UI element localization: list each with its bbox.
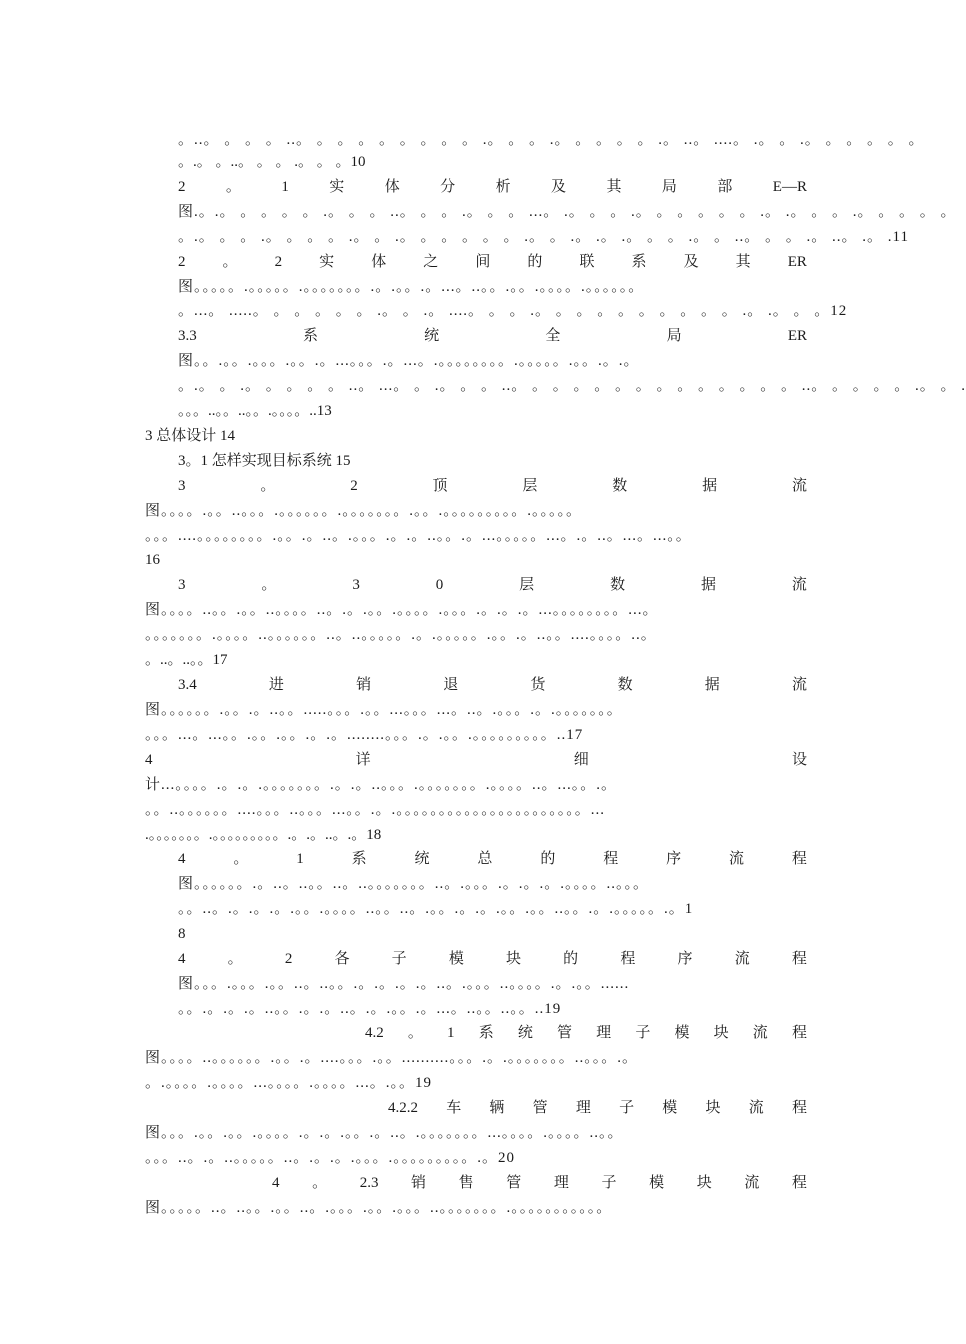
toc-line: 。。.。.。.。..。。.。.。..。.。.。。.。...。..。。..。。..19 (178, 1001, 562, 1017)
toc-line: 图。。。。.。。..。。。.。。。。。。.。。。。。。。.。。.。。。。。。。。。.。。。。。 (145, 503, 583, 519)
toc-line: 图。。。。。。.。。.。..。。.....。。。.。。...。。。...。..。.。。。.。.。。。。。。。 (145, 702, 623, 718)
toc-entry-4-2[interactable]: 4 。 2 各 子 模 块 的 程 序 流 程 (178, 951, 807, 967)
toc-line: 8 (178, 926, 186, 942)
toc-line: .。。。。。。。.。。。。。。。。。.。.。..。.。18 (145, 827, 382, 843)
toc-entry-3-3[interactable]: 3.3 系 统 全 局 ER (178, 328, 807, 344)
toc-entry-4-2-3[interactable]: 4 。 2.3 销 售 管 理 子 模 块 流 程 (272, 1175, 807, 1191)
toc-line: 。.。 。..。 。 。 .。 。 。10 (178, 154, 366, 170)
toc-line: 。。..。。。。。。....。。。..。。。...。。.。.。。。。。。。。。。。。。。。。。。。。。。... (145, 802, 606, 818)
toc-line: 图.。.。 。 。 。 。 .。 。 。 ..。 。 。 .。 。 。 ...。 .。 。 。 .。 。 。 。 。 。 .。 .。 。 。 .。 。 。 。 。 (178, 204, 957, 220)
toc-line: 。.。 。 。 .。 。 。 。 .。 。 .。 。 。 。 。 。 .。 。 .。 .。 .。 。 。 .。 。 ..。 。 。 .。 ..。 .。 .11 (178, 229, 909, 245)
toc-line: 图。。.。。.。。。.。。.。...。。。.。...。.。。。。。。。。.。。。。。.。。.。.。 (178, 353, 640, 369)
toc-entry-4-2-1[interactable]: 4.2 。 1 系 统 管 理 子 模 块 流 程 (365, 1025, 807, 1041)
toc-entry-2-1[interactable]: 2 。 1 实 体 分 析 及 其 局 部 E—R (178, 179, 807, 195)
toc-line: 图。。。.。。。.。。..。..。。.。.。.。.。..。.。。。..。。。。.。.。。...... (178, 976, 630, 992)
toc-line: 。...。 .....。 。 。 。 。 。 .。 。 .。 ....。 。 。 .。 。 。 。 。 。 。 。 。 。 .。 .。 。 。12 (178, 303, 848, 319)
toc-line: 。..。 。 。 。 ..。 。 。 。 。 。 。 。 。 .。 。 。 .。 。 。 。 。 .。 ..。 ....。 .。 。 .。 。 。 。 。 。 (178, 132, 925, 148)
toc-entry-4-2-2[interactable]: 4.2.2 车 辆 管 理 子 模 块 流 程 (388, 1100, 807, 1116)
toc-line: 。。。..。.。..。。。。。..。.。.。.。。。.。。。。。。。。。.。20 (145, 1150, 516, 1166)
toc-entry-3-4[interactable]: 3.4 进 销 退 货 数 据 流 (178, 677, 807, 693)
toc-line: 。.。。。。.。。。。...。。。。.。。。。...。.。。19 (145, 1075, 433, 1091)
toc-line: 图。。。。。.。。。。。.。。。。。。。.。.。。.。...。..。。.。。.。。。。.。。。。。。 (178, 279, 645, 295)
toc-line: 。.。 。 .。 。 。 。 。 ..。 ...。 。 .。 。 。 ..。 。 。 。 。 。 。 。 。 。 。 。 。 。 ..。 。 。 。 。 .。 。 . (178, 378, 966, 394)
toc-line: 。。。。。。。.。。。。..。。。。。。..。..。。。。。.。.。。。。。.。。.。..。。....。。。。..。 (145, 627, 657, 643)
toc-entry-4-1[interactable]: 4 。 1 系 统 总 的 程 序 流 程 (178, 851, 807, 867)
toc-line: 图。。。。。。.。..。..。。..。..。。。。。。。..。.。。。.。.。.。.。。。。..。。。 (178, 876, 650, 892)
toc-entry-4[interactable]: 4 详 细 设 (145, 752, 807, 768)
toc-entry-2-2[interactable]: 2 。 2 实 体 之 间 的 联 系 及 其 ER (178, 254, 807, 270)
toc-entry-3-1[interactable]: 3。1 怎样实现目标系统 15 (178, 453, 351, 469)
toc-entry-3-3-0[interactable]: 3 。 3 0 层 数 据 流 (178, 577, 807, 593)
toc-entry-3[interactable]: 3 总体设计 14 (145, 428, 236, 444)
toc-line: 图。。。。..。。。。。。.。。.。....。。。.。。..........。。。.。.。。。。。。。..。。。.。 (145, 1050, 639, 1066)
toc-line: 16 (145, 552, 160, 568)
toc-line: 。。。..。。..。。.。。。。..13 (178, 403, 332, 419)
toc-line: 。..。..。。17 (145, 652, 228, 668)
toc-line: 计...。。。。.。.。.。。。。。。。.。.。..。。。.。。。。。。。.。。。。..。...。。.。 (145, 777, 618, 793)
toc-line: 图。。。。。..。..。。.。。..。.。。。.。。.。。。..。。。。。。。.。。。。。。。。。。。 (145, 1200, 613, 1216)
toc-line: 图。。。。..。。.。。..。。。。..。.。.。。.。。。。.。。。.。.。.。...。。。。。。。。...。 (145, 602, 659, 618)
toc-line: 。。..。.。.。.。.。。.。。。。..。。..。.。。.。.。.。。.。。..。。.。.。。。。。.。1 (178, 901, 694, 917)
toc-line: 。。。....。。。。。。。。.。。.。..。.。。。.。.。..。。.。...。。。。。...。.。..。...。...。。 (145, 528, 692, 544)
toc-line: 图。。。.。。.。。.。。。。.。.。.。。.。..。.。。。。。。。...。。。。.。。。。..。。 (145, 1125, 624, 1141)
toc-line: 。。。...。...。。.。。.。。.。.。........。。。.。.。。.。。。。。。。。。..17 (145, 727, 584, 743)
toc-entry-3-2[interactable]: 3 。 2 顶 层 数 据 流 (178, 478, 807, 494)
